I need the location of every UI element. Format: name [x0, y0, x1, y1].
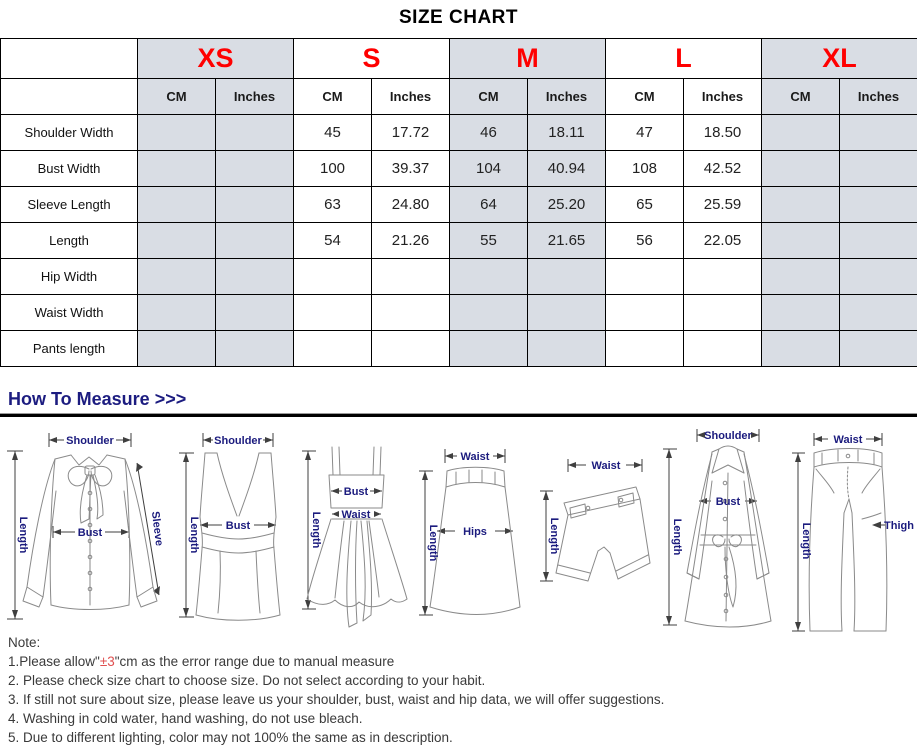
table-cell: 18.11: [528, 115, 606, 151]
size-header-l: L: [606, 39, 762, 79]
divider-line: [0, 413, 917, 417]
measure-label-length: Length: [17, 516, 29, 554]
table-row-waist-width: [1, 295, 917, 331]
size-header-xs: XS: [138, 39, 294, 79]
table-cell: [372, 259, 450, 295]
row-label: Sleeve Length: [1, 187, 138, 223]
size-header-row: [1, 39, 917, 79]
unit-header-inches: Inches: [216, 79, 294, 115]
garment-pants-illustration: [788, 429, 914, 639]
measure-label-length: Length: [310, 511, 322, 549]
table-cell: 63: [294, 187, 372, 223]
unit-header-cm: CM: [762, 79, 840, 115]
table-cell: [450, 259, 528, 295]
table-cell: 18.50: [684, 115, 762, 151]
note-1-highlight: ±3: [99, 654, 115, 669]
table-cell: 42.52: [684, 151, 762, 187]
table-cell: 64: [450, 187, 528, 223]
note-1-prefix: 1.Please allow": [8, 654, 100, 669]
size-header-s: S: [294, 39, 450, 79]
unit-header-inches: Inches: [840, 79, 917, 115]
table-row-bust-width: [1, 151, 917, 187]
unit-header-cm: CM: [606, 79, 684, 115]
unit-header-cm: CM: [294, 79, 372, 115]
table-row-shoulder-width: [1, 115, 917, 151]
table-cell: [138, 115, 216, 151]
note-line-1: [8, 652, 917, 671]
row-label: Bust Width: [1, 151, 138, 187]
garment-tank-top-illustration: [176, 429, 296, 629]
note-line-4: 4. Washing in cold water, hand washing, do not use bleach.: [8, 711, 363, 726]
table-cell: [216, 295, 294, 331]
note-line-2: 2. Please check size chart to choose size. Do not select according to your habit.: [8, 673, 486, 688]
table-cell: [840, 259, 917, 295]
table-cell: [138, 259, 216, 295]
table-cell: [840, 151, 917, 187]
table-cell: [762, 151, 840, 187]
garment-outline: [430, 467, 520, 614]
measure-label-waist: Waist: [591, 460, 621, 472]
table-row-pants-length: [1, 331, 917, 367]
table-cell: 24.80: [372, 187, 450, 223]
table-row-sleeve-length: [1, 187, 917, 223]
measure-label-bust: Bust: [715, 496, 741, 508]
table-cell: [372, 331, 450, 367]
table-cell: [294, 259, 372, 295]
measure-label-waist: Waist: [460, 451, 490, 463]
row-label: Waist Width: [1, 295, 138, 331]
row-label: Pants length: [1, 331, 138, 367]
table-cell: 39.37: [372, 151, 450, 187]
table-cell: [606, 259, 684, 295]
measure-label-waist: Waist: [833, 434, 863, 446]
row-label: Hip Width: [1, 259, 138, 295]
measure-label-length: Length: [671, 518, 683, 556]
table-cell: 100: [294, 151, 372, 187]
table-cell: [762, 115, 840, 151]
measure-label-sleeve: Sleeve: [148, 510, 166, 547]
table-cell: 22.05: [684, 223, 762, 259]
table-cell: [216, 187, 294, 223]
table-cell: [138, 223, 216, 259]
table-cell: [528, 259, 606, 295]
size-header-m: M: [450, 39, 606, 79]
table-cell: 45: [294, 115, 372, 151]
table-cell: [216, 331, 294, 367]
notes-section: [8, 633, 917, 747]
table-cell: [840, 115, 917, 151]
table-cell: 46: [450, 115, 528, 151]
table-cell: 25.59: [684, 187, 762, 223]
table-cell: [216, 115, 294, 151]
table-cell: [528, 295, 606, 331]
table-cell: [606, 295, 684, 331]
table-cell: [294, 331, 372, 367]
garment-outline: [685, 446, 771, 627]
table-cell: [138, 331, 216, 367]
measure-label-shoulder: Shoulder: [214, 435, 262, 447]
how-to-measure-heading: How To Measure >>>: [8, 389, 187, 409]
table-cell: [762, 223, 840, 259]
size-table: [0, 38, 917, 367]
unit-header-inches: Inches: [684, 79, 762, 115]
table-cell: 65: [606, 187, 684, 223]
measure-label-length: Length: [548, 517, 560, 555]
measure-label-thigh: Thigh: [884, 520, 914, 532]
note-line-3: 3. If still not sure about size, please leave us your shoulder, bust, waist and hip data, we will offer suggestions.: [8, 692, 665, 707]
table-cell: [216, 259, 294, 295]
measure-label-shoulder: Shoulder: [66, 435, 114, 447]
table-cell: 21.26: [372, 223, 450, 259]
table-row-hip-width: [1, 259, 917, 295]
table-cell: [138, 187, 216, 223]
unit-header-inches: Inches: [528, 79, 606, 115]
table-cell: [762, 331, 840, 367]
table-cell: [840, 295, 917, 331]
measure-label-bust: Bust: [343, 486, 369, 498]
measure-label-bust: Bust: [77, 527, 103, 539]
note-1-suffix: "cm as the error range due to manual measure: [114, 654, 395, 669]
garment-outline: [809, 449, 887, 632]
size-header-xl: XL: [762, 39, 917, 79]
table-cell: [138, 295, 216, 331]
garment-coat-illustration: [655, 425, 785, 633]
table-cell: 17.72: [372, 115, 450, 151]
corner-cell-2: [1, 79, 138, 115]
table-cell: [840, 187, 917, 223]
table-cell: 56: [606, 223, 684, 259]
table-cell: 21.65: [528, 223, 606, 259]
table-cell: [684, 259, 762, 295]
garment-dress-illustration: [299, 433, 414, 638]
table-cell: [450, 295, 528, 331]
measure-label-length: Length: [427, 524, 439, 562]
table-cell: [528, 331, 606, 367]
table-cell: 55: [450, 223, 528, 259]
garment-outline: [556, 487, 650, 581]
garment-diagrams-row: [0, 423, 917, 629]
table-row-length: [1, 223, 917, 259]
notes-heading: Note:: [8, 635, 41, 650]
table-cell: [762, 259, 840, 295]
table-cell: [840, 331, 917, 367]
table-cell: 104: [450, 151, 528, 187]
measure-label-length: Length: [800, 522, 812, 560]
table-cell: 54: [294, 223, 372, 259]
unit-header-inches: Inches: [372, 79, 450, 115]
measure-label-shoulder: Shoulder: [704, 430, 752, 442]
row-label: Shoulder Width: [1, 115, 138, 151]
garment-blouse-illustration: [3, 429, 173, 629]
unit-header-cm: CM: [138, 79, 216, 115]
table-cell: [840, 223, 917, 259]
unit-header-cm: CM: [450, 79, 528, 115]
measure-label-hips: Hips: [463, 526, 487, 538]
measure-label-bust: Bust: [225, 520, 251, 532]
note-line-5: 5. Due to different lighting, color may not 100% the same as in description.: [8, 730, 453, 745]
table-cell: [294, 295, 372, 331]
table-cell: [372, 295, 450, 331]
table-cell: [762, 295, 840, 331]
garment-shorts-illustration: [530, 451, 652, 631]
table-cell: [762, 187, 840, 223]
garment-skirt-illustration: [417, 445, 527, 635]
table-cell: 108: [606, 151, 684, 187]
table-cell: [216, 223, 294, 259]
unit-header-row: [1, 79, 917, 115]
garment-outline: [196, 453, 280, 620]
table-cell: 25.20: [528, 187, 606, 223]
table-cell: 47: [606, 115, 684, 151]
table-cell: [138, 151, 216, 187]
table-cell: [684, 331, 762, 367]
measure-label-waist: Waist: [341, 509, 371, 521]
table-cell: 40.94: [528, 151, 606, 187]
row-label: Length: [1, 223, 138, 259]
table-cell: [216, 151, 294, 187]
page-title: SIZE CHART: [399, 7, 518, 28]
table-cell: [684, 295, 762, 331]
table-cell: [606, 331, 684, 367]
corner-cell: [1, 39, 138, 79]
measure-label-length: Length: [188, 516, 200, 554]
table-cell: [450, 331, 528, 367]
